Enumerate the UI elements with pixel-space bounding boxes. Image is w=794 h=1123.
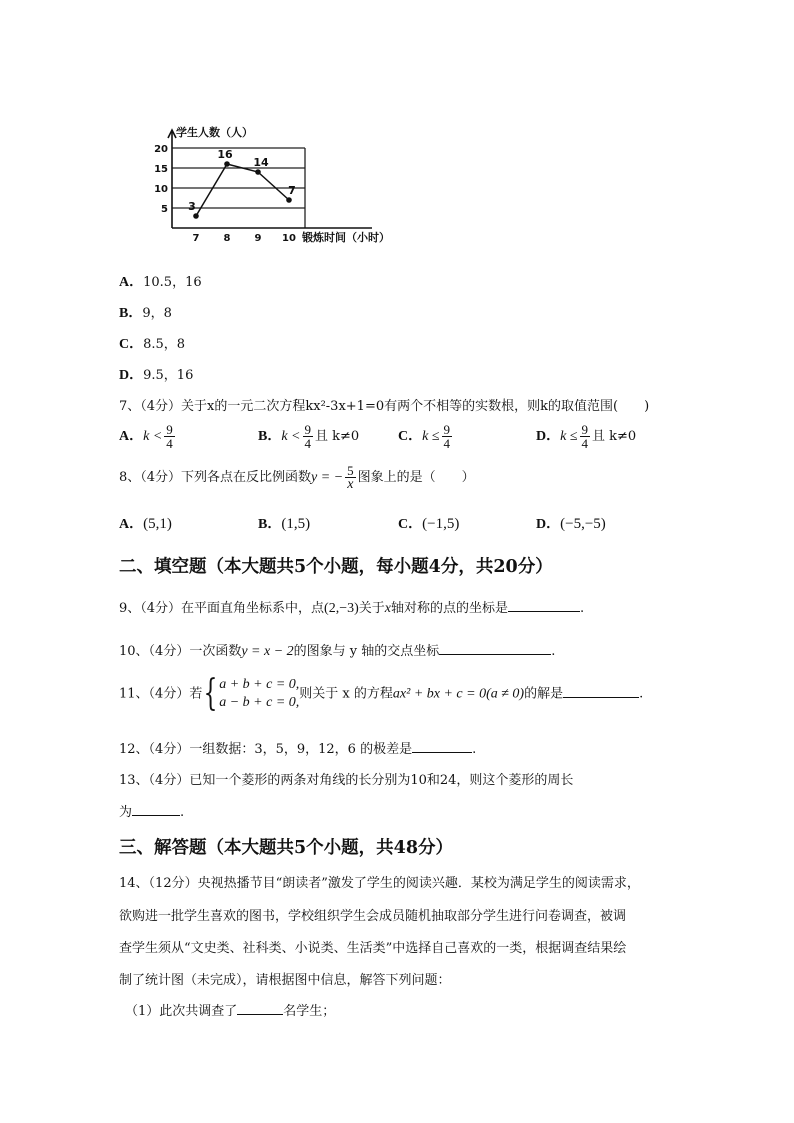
numerator: 9 xyxy=(304,422,312,437)
y-tick-label: 15 xyxy=(154,164,168,175)
data-point xyxy=(224,161,230,167)
q6-option-d xyxy=(119,364,193,384)
point: (2,−3) xyxy=(324,601,359,616)
q14-line4: 制了统计图（未完成），请根据图中信息，解答下列问题： xyxy=(119,973,451,988)
option-text: (−5,−5) xyxy=(560,516,606,532)
equation-1: a + b + c = 0, xyxy=(219,677,300,692)
option-letter: C． xyxy=(398,429,423,444)
fraction xyxy=(164,423,175,450)
numerator: 9 xyxy=(166,422,173,437)
data-point xyxy=(286,197,292,203)
period: . xyxy=(472,742,477,757)
data-label: 14 xyxy=(253,156,269,169)
equation-system xyxy=(219,676,299,712)
data-point xyxy=(193,213,199,219)
option-text: (5,1) xyxy=(143,516,172,532)
stem-text: 轴对称的点的坐标是 xyxy=(391,601,509,616)
q14-sub1 xyxy=(125,1000,335,1019)
stem-text: （1）此次共调查了 xyxy=(125,1004,238,1019)
numerator: 9 xyxy=(443,422,451,437)
q12 xyxy=(119,738,476,757)
stem-text: 名学生； xyxy=(283,1004,336,1019)
q10 xyxy=(119,640,555,660)
stem-text: 为 xyxy=(119,805,133,820)
q6-option-a xyxy=(119,271,202,291)
q7-option-b xyxy=(258,423,359,450)
y-axis-label: 学生人数（人） xyxy=(176,126,253,139)
period: . xyxy=(639,686,644,702)
answer-blank[interactable] xyxy=(439,642,551,655)
stem-text: 10、（4分）一次函数 xyxy=(119,644,242,659)
option-letter: A． xyxy=(119,517,144,532)
stem-text: 9、（4分）在平面直角坐标系中，点 xyxy=(119,601,325,616)
q14-line2: 欲购进一批学生喜欢的图书，学校组织学生会成员随机抽取部分学生进行问卷调查，被调 xyxy=(119,909,627,924)
axis-name: x xyxy=(384,601,392,616)
equation: ax² + bx + c = 0(a ≠ 0) xyxy=(392,686,525,702)
stem-text: 11、（4分）若 xyxy=(119,686,203,702)
q7-option-c xyxy=(398,423,454,450)
denominator: 4 xyxy=(581,436,589,451)
y-tick-label: 5 xyxy=(161,204,168,215)
stem-text: 12、（4分）一组数据：3，5，9，12，6 的极差是 xyxy=(119,742,413,757)
q7-option-a xyxy=(119,423,177,450)
option-text: 9，8 xyxy=(142,306,172,321)
answer-blank[interactable] xyxy=(237,1002,283,1015)
option-letter: C． xyxy=(119,337,144,352)
equation-2: a − b + c = 0, xyxy=(219,695,300,710)
stem-text: 则关于 x 的方程 xyxy=(299,686,393,702)
answer-blank[interactable] xyxy=(563,685,639,698)
q8-option-b xyxy=(258,513,310,533)
numerator: 9 xyxy=(581,422,589,437)
q7-stem: 7、（4分）关于x的一元二次方程kx²-3x+1=0有两个不相等的实数根，则k的取值范围( ) xyxy=(119,399,650,414)
option-letter: B． xyxy=(119,306,143,321)
function-lhs: y = − xyxy=(311,470,344,485)
q8-option-d xyxy=(536,513,606,533)
x-tick-label: 9 xyxy=(254,233,262,244)
q13-line2 xyxy=(119,801,184,820)
brace-icon: { xyxy=(203,673,218,714)
section-heading-solutions: 三、解答题（本大题共5个小题，共48分） xyxy=(119,838,454,858)
period: . xyxy=(180,805,185,820)
q6-option-c xyxy=(119,333,185,353)
inequality-lhs: k ≤ xyxy=(560,429,578,444)
inequality-lhs: k < xyxy=(281,429,301,444)
period: . xyxy=(580,601,585,616)
option-letter: A． xyxy=(119,429,144,444)
option-letter: D． xyxy=(536,517,561,532)
q7-option-d xyxy=(536,423,636,450)
option-text: (−1,5) xyxy=(422,516,460,532)
denominator: 4 xyxy=(304,436,312,451)
stem-text: 8、（4分）下列各点在反比例函数 xyxy=(119,470,312,485)
x-tick-label: 7 xyxy=(192,233,200,244)
period: . xyxy=(551,644,556,659)
x-axis-label: 锻炼时间（小时） xyxy=(302,231,390,244)
q8-option-c xyxy=(398,513,459,533)
section-heading-fill-in: 二、填空题（本大题共5个小题，每小题4分，共20分） xyxy=(119,557,553,577)
option-letter: A． xyxy=(119,275,144,290)
option-letter: D． xyxy=(536,429,561,444)
fraction xyxy=(345,464,356,491)
line-chart xyxy=(0,0,794,260)
answer-blank[interactable] xyxy=(508,599,580,612)
answer-blank[interactable] xyxy=(412,740,472,753)
option-letter: B． xyxy=(258,517,282,532)
option-text: (1,5) xyxy=(281,516,311,532)
option-text: 8.5，8 xyxy=(143,337,186,352)
data-point xyxy=(255,169,261,175)
answer-blank[interactable] xyxy=(132,803,180,816)
stem-text: 的解是 xyxy=(524,686,564,702)
q14-line3: 查学生须从“文史类、社科类、小说类、生活类”中选择自己喜欢的一类，根据调查结果绘 xyxy=(119,941,627,956)
denominator: 4 xyxy=(443,436,451,451)
q6-option-b xyxy=(119,302,172,322)
function: y = x − 2 xyxy=(241,644,294,659)
denominator: 4 xyxy=(166,436,173,451)
stem-text: 的图象与 y 轴的交点坐标 xyxy=(293,644,440,659)
fraction xyxy=(442,423,453,450)
data-label: 3 xyxy=(188,200,196,213)
y-tick-label: 20 xyxy=(154,144,168,155)
q8-stem xyxy=(119,464,475,491)
q13-line1: 13、（4分）已知一个菱形的两条对角线的长分别为10和24，则这个菱形的周长 xyxy=(119,773,574,788)
option-text: 10.5，16 xyxy=(143,275,202,290)
option-letter: D． xyxy=(119,368,144,383)
stem-text: 图象上的是（ ） xyxy=(357,470,475,485)
q14-line1: 14、（12分）央视热播节目“朗读者”激发了学生的阅读兴趣．某校为满足学生的阅读需求， xyxy=(119,876,640,891)
data-label: 16 xyxy=(217,148,233,161)
y-tick-label: 10 xyxy=(154,184,168,195)
data-label: 7 xyxy=(288,184,296,197)
suffix: 且 k≠0 xyxy=(592,429,637,444)
q9 xyxy=(119,597,584,617)
stem-text: 关于 xyxy=(358,601,385,616)
fraction xyxy=(580,423,591,450)
option-text: 9.5，16 xyxy=(143,368,194,383)
x-tick-label: 10 xyxy=(282,233,296,244)
x-tick-label: 8 xyxy=(223,233,231,244)
inequality-lhs: k < xyxy=(143,429,163,444)
suffix: 且 k≠0 xyxy=(315,429,360,444)
denominator: x xyxy=(347,477,354,492)
q11 xyxy=(119,673,644,714)
fraction xyxy=(303,423,314,450)
option-letter: B． xyxy=(258,429,282,444)
numerator: 5 xyxy=(347,463,354,478)
q8-option-a xyxy=(119,513,172,533)
inequality-lhs: k ≤ xyxy=(422,429,440,444)
option-letter: C． xyxy=(398,517,423,532)
